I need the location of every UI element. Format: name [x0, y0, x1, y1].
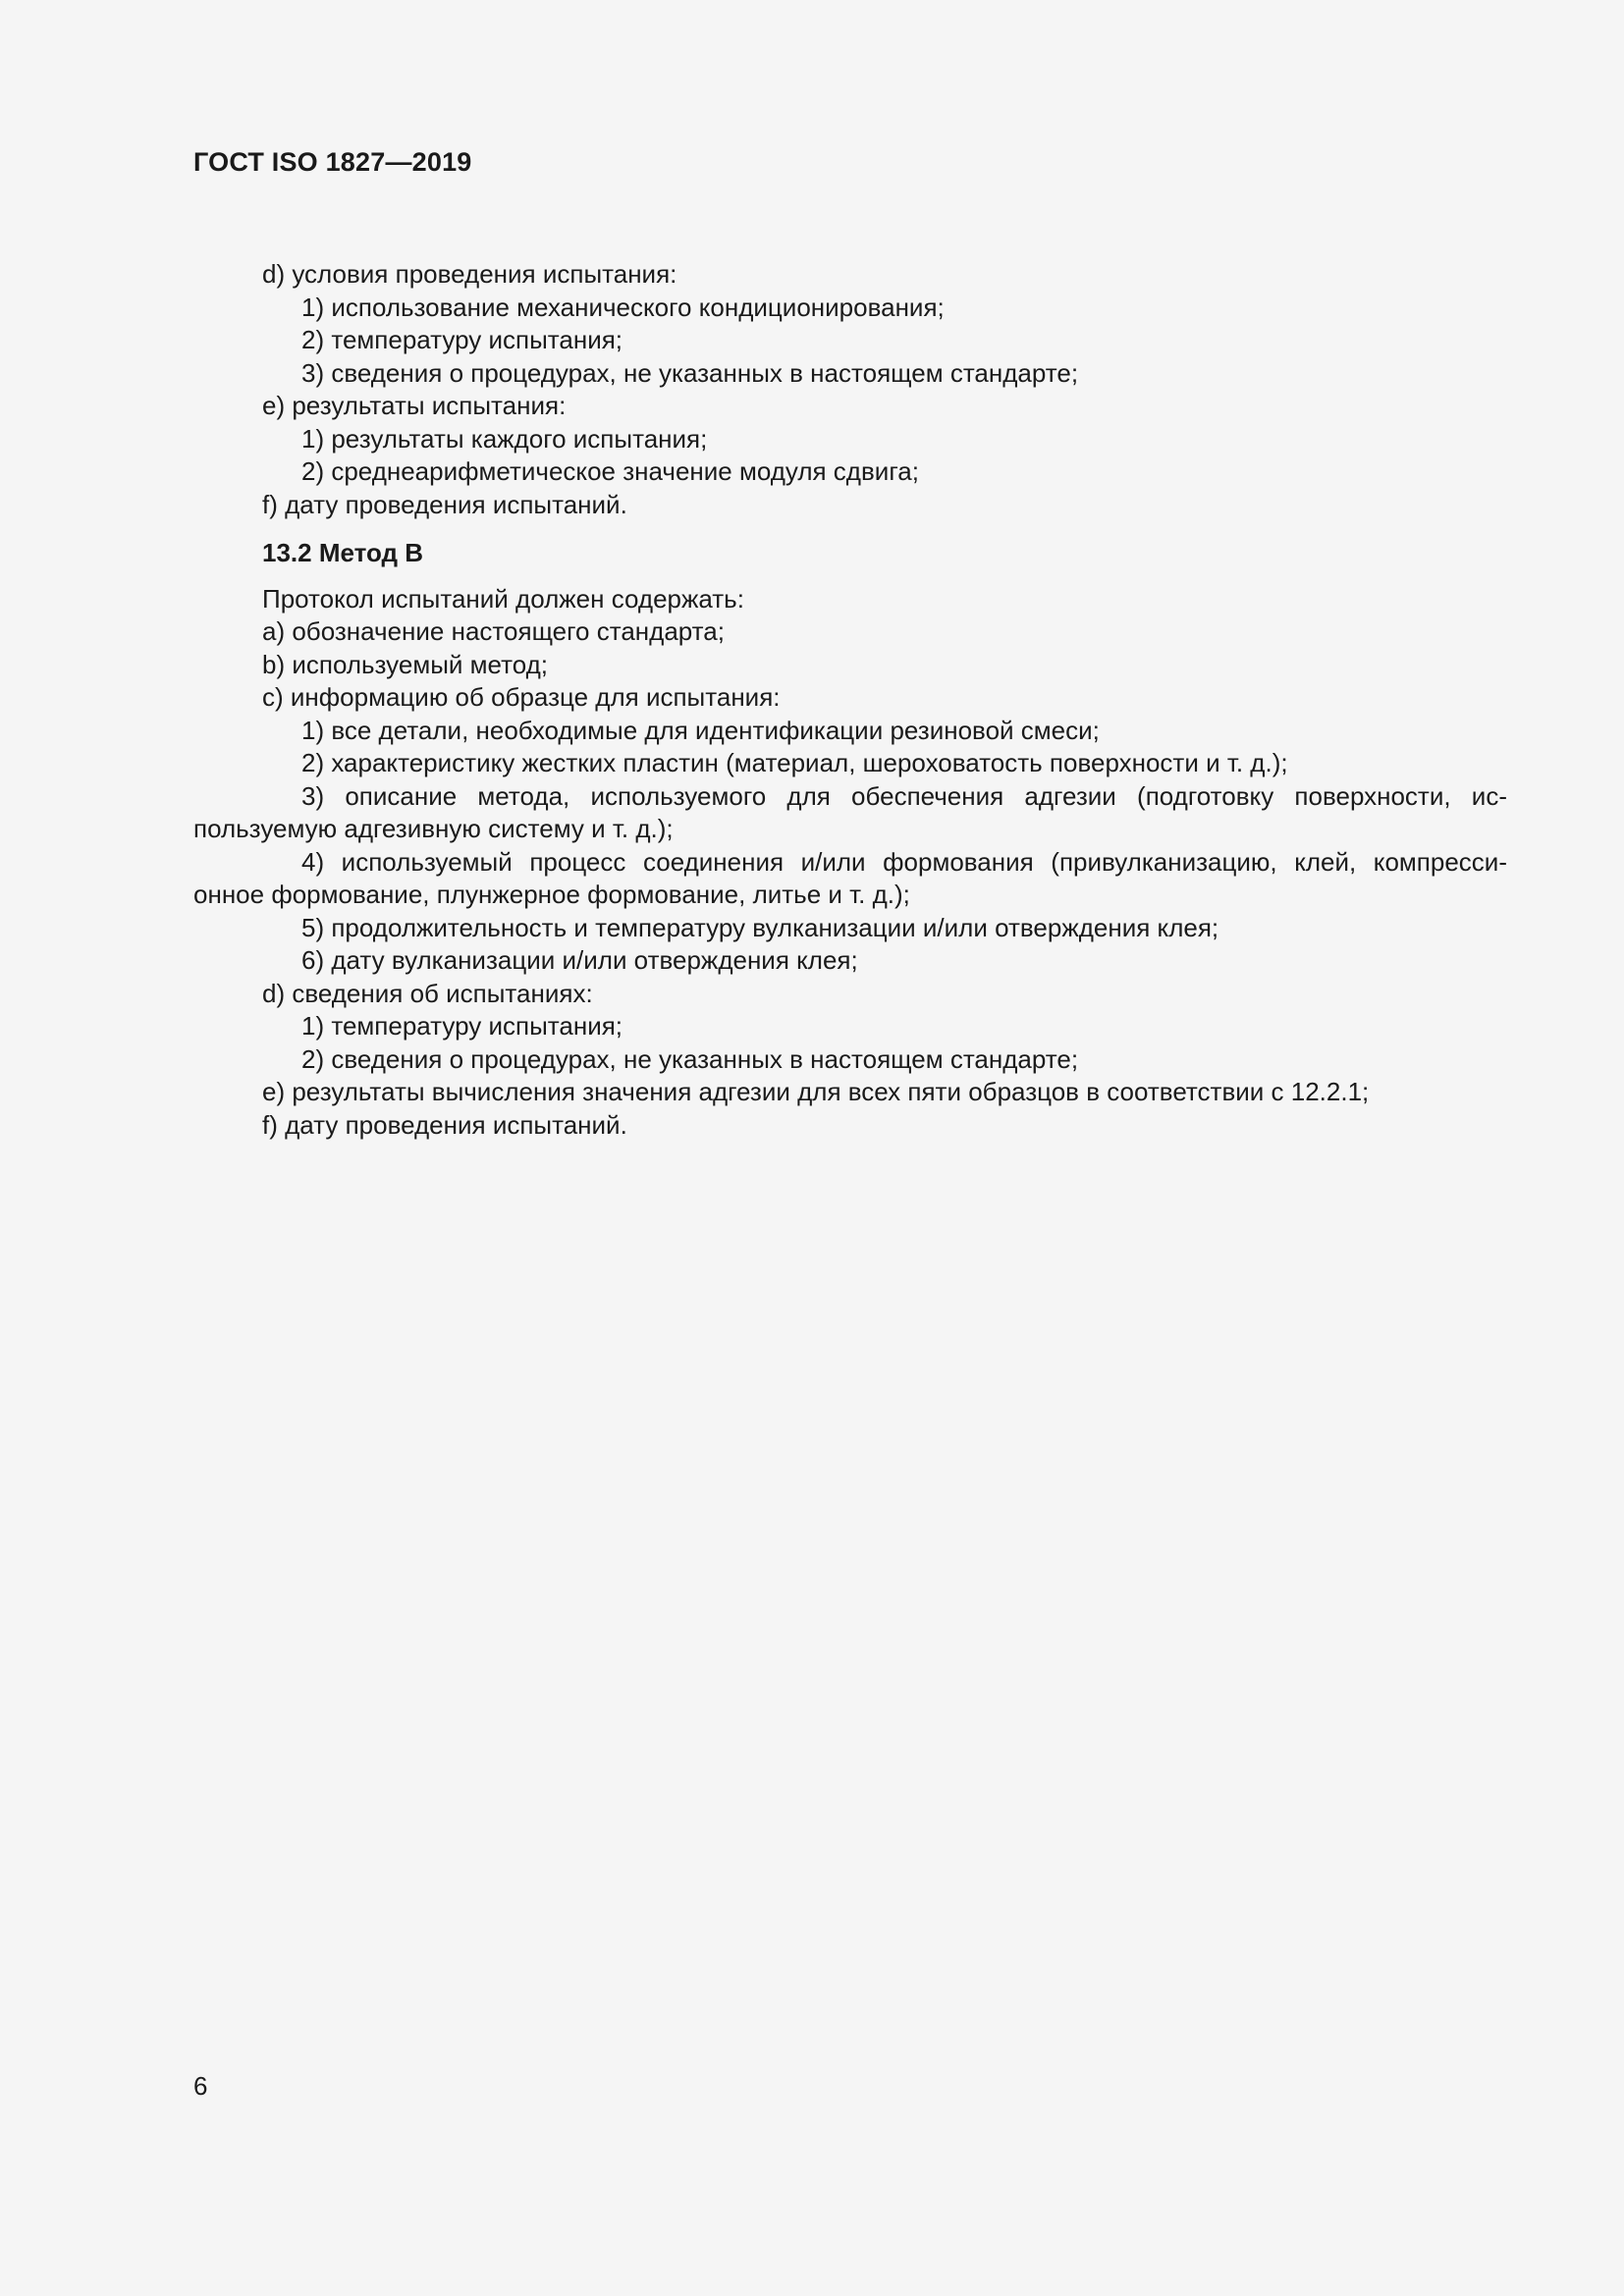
document-body [193, 258, 1507, 1142]
document-header: ГОСТ ISO 1827—2019 [193, 147, 472, 177]
list-item: e) результаты вычисления значения адгезии для всех пяти образцов в соответствии с 12.2.1; [262, 1077, 1370, 1106]
list-subitem-continuation: пользуемую адгезивную систему и т. д.); [193, 814, 674, 843]
list-subitem-wrapped: 4) используемый процесс соединения и/или формования (привулканизацию, клей, компресси- [301, 846, 1507, 877]
list-subitem-wrapped: 3) описание метода, используемого для обеспечения адгезии (подготовку поверхности, ис- [301, 780, 1507, 811]
list-subitem: 1) результаты каждого испытания; [301, 423, 708, 454]
list-subitem: 5) продолжительность и температуру вулканизации и/или отверждения клея; [301, 912, 1219, 942]
list-subitem: 2) температуру испытания; [301, 325, 623, 354]
section-heading: 13.2 Метод В [262, 538, 424, 567]
list-item: d) условия проведения испытания: [262, 259, 677, 289]
list-subitem: 2) характеристику жестких пластин (материал, шероховатость поверхности и т. д.); [301, 748, 1288, 777]
page-number: 6 [193, 2071, 208, 2101]
list-item: d) сведения об испытаниях: [262, 978, 593, 1008]
list-item: e) результаты испытания: [262, 391, 567, 420]
list-item: f) дату проведения испытаний. [262, 489, 627, 519]
section-intro: Протокол испытаний должен содержать: [262, 583, 744, 614]
list-subitem: 2) сведения о процедурах, не указанных в настоящем стандарте; [301, 1043, 1079, 1074]
list-item: a) обозначение настоящего стандарта; [262, 616, 725, 646]
list-item: b) используемый метод; [262, 649, 549, 679]
list-item: f) дату проведения испытаний. [262, 1109, 627, 1140]
list-subitem-continuation: онное формование, плунжерное формование, литье и т. д.); [193, 880, 910, 909]
list-subitem: 6) дату вулканизации и/или отверждения клея; [301, 945, 858, 975]
list-subitem: 1) все детали, необходимые для идентификации резиновой смеси; [301, 715, 1100, 745]
list-subitem: 1) температуру испытания; [301, 1011, 623, 1041]
list-subitem: 3) сведения о процедурах, не указанных в настоящем стандарте; [301, 357, 1079, 388]
list-subitem: 1) использование механического кондиционирования; [301, 292, 945, 322]
list-item: c) информацию об образце для испытания: [262, 682, 781, 712]
list-subitem: 2) среднеарифметическое значение модуля сдвига; [301, 456, 919, 486]
